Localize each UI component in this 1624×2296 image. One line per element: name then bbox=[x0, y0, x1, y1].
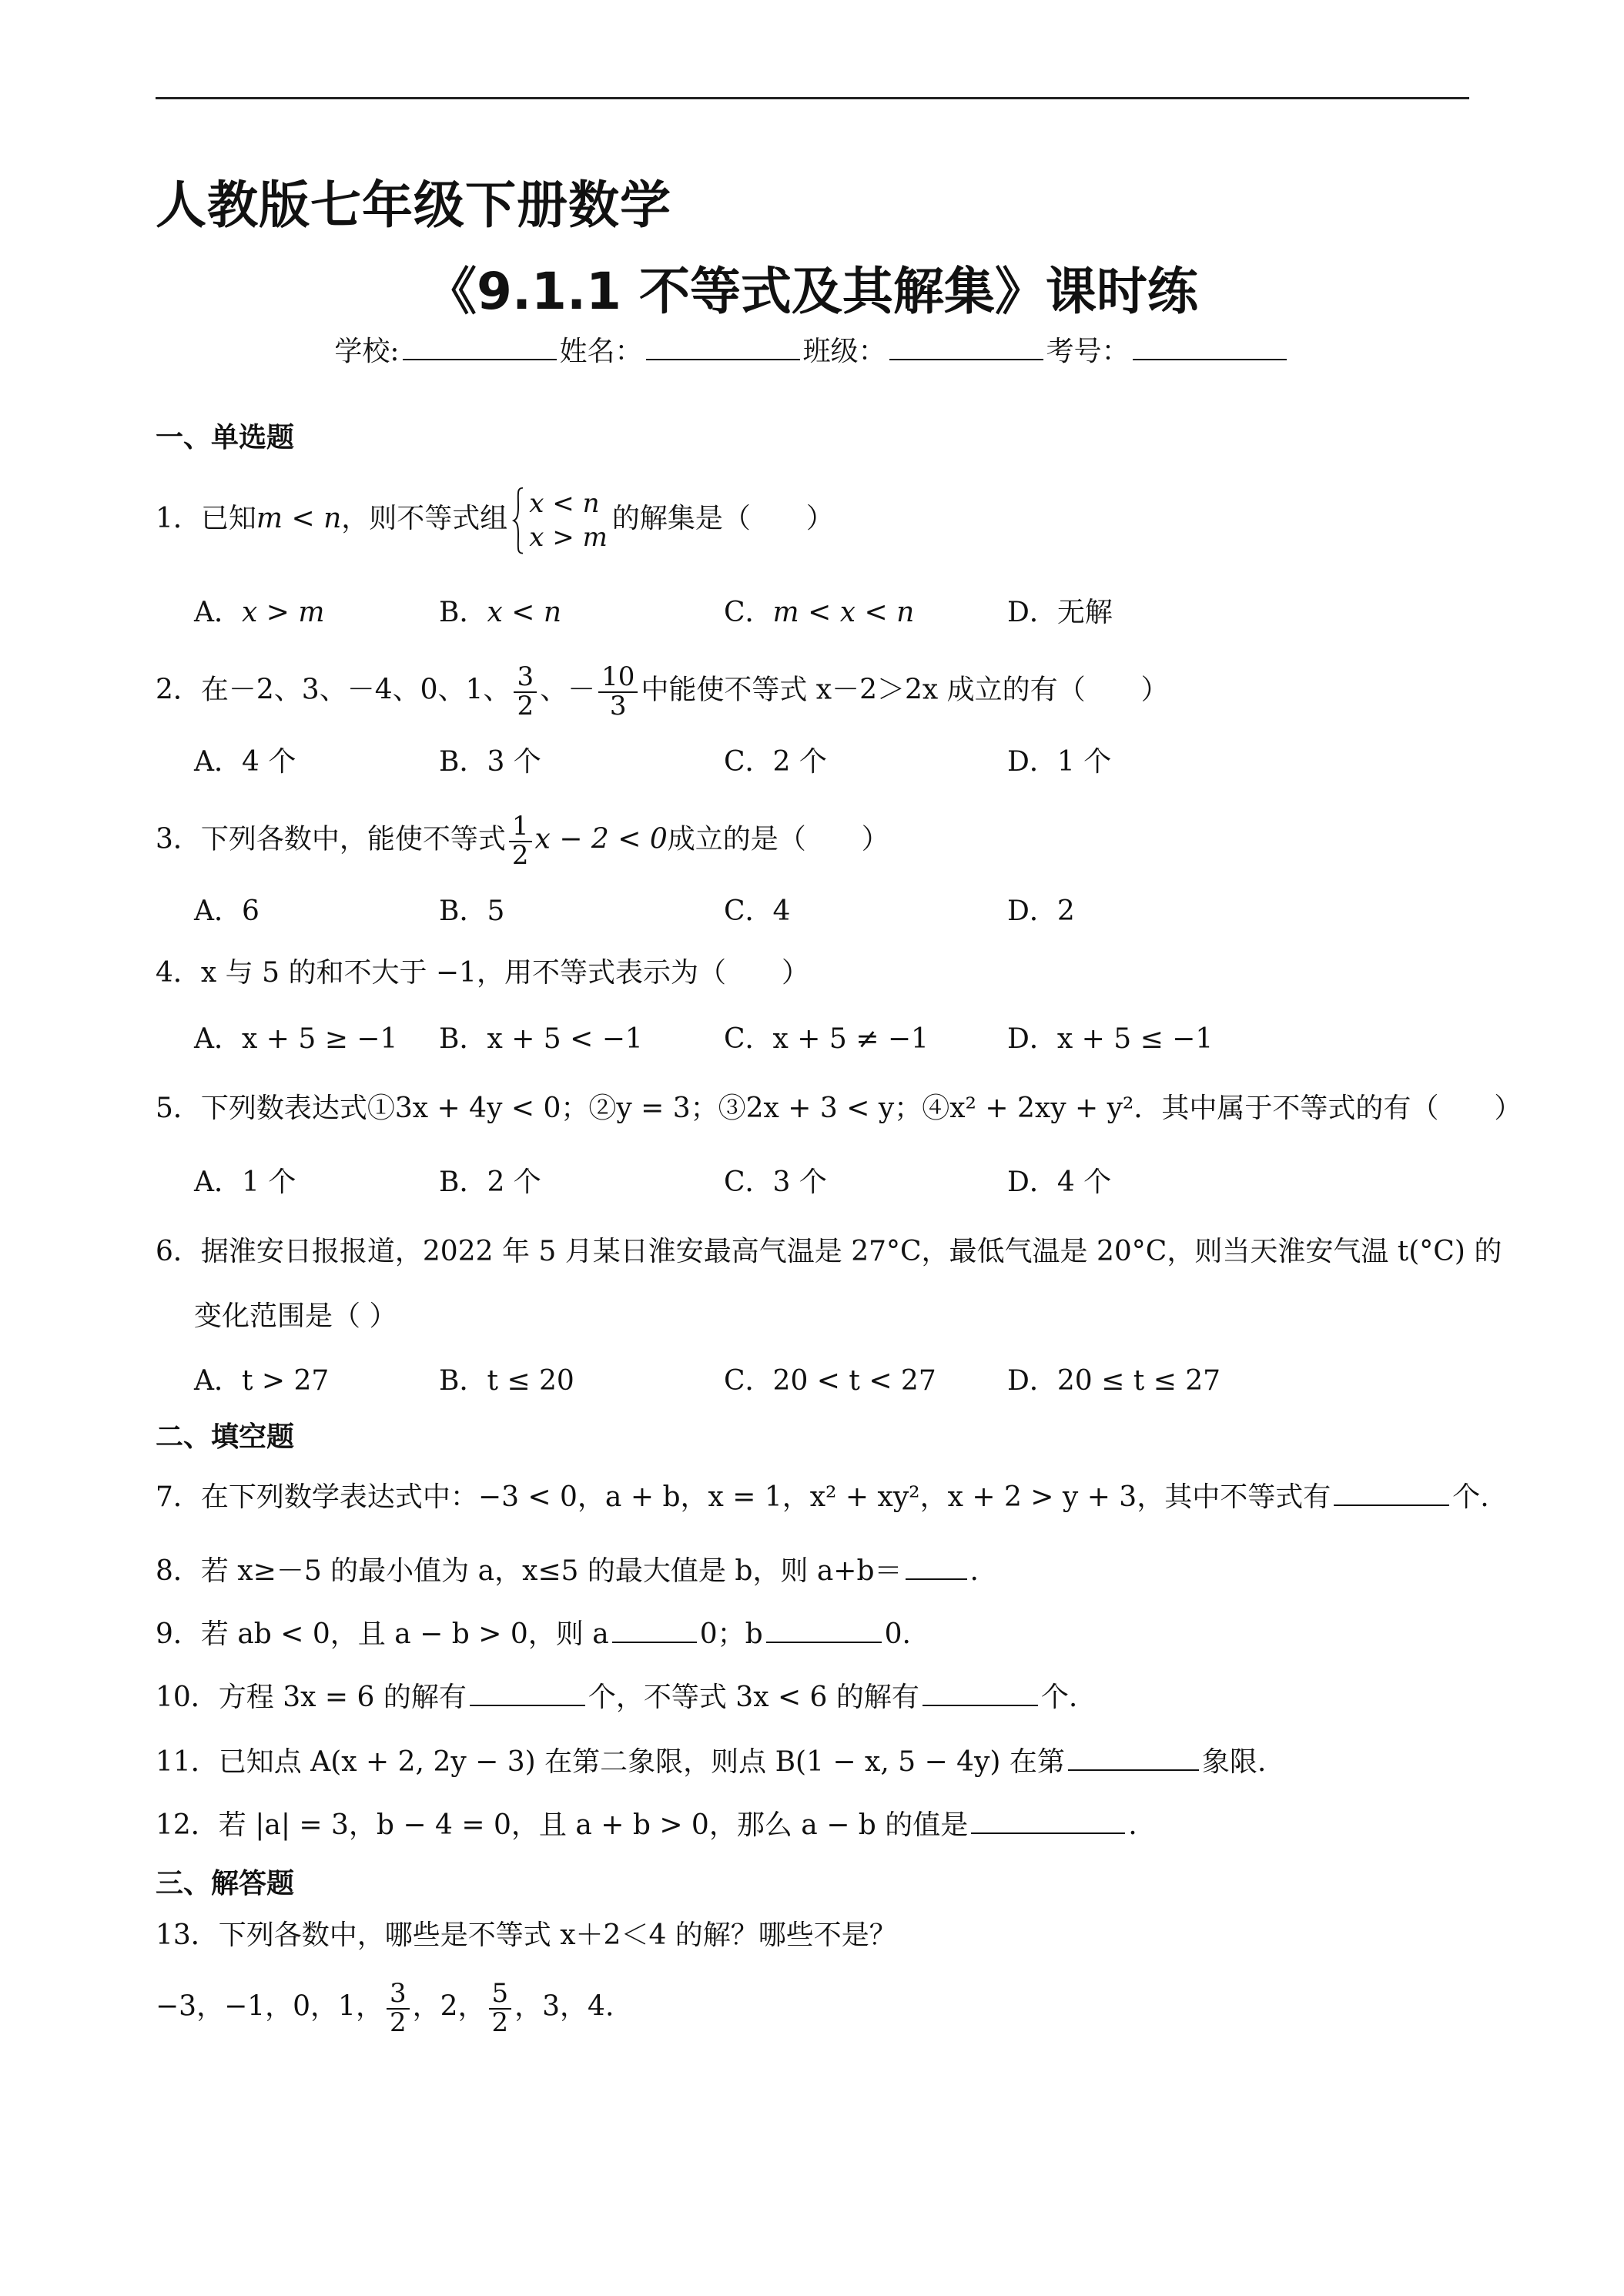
q7-text: 7．在下列数学表达式中：−3 < 0，a + b，x = 1，x² + xy²，x + 2 > y + 3，其中不等式有 bbox=[156, 1481, 1331, 1513]
question-1 bbox=[156, 487, 834, 554]
q7-answer-blank[interactable] bbox=[1334, 1478, 1449, 1506]
student-info-line bbox=[0, 330, 1624, 369]
question-2 bbox=[156, 661, 1169, 721]
question-3 bbox=[156, 813, 889, 869]
q9-text: 9．若 ab < 0，且 a − b > 0，则 a bbox=[156, 1618, 609, 1650]
lesson-title: 《9.1.1 不等式及其解集》课时练 bbox=[426, 262, 1198, 321]
question-13-numbers bbox=[156, 1980, 614, 2037]
name-label: 姓名： bbox=[559, 336, 643, 367]
option-letter: B． bbox=[439, 597, 487, 628]
question-9 bbox=[156, 1615, 911, 1653]
q10-text: 10．方程 3x = 6 的解有 bbox=[156, 1682, 467, 1713]
question-11 bbox=[156, 1743, 1266, 1781]
q3-suffix: 成立的是（ ） bbox=[667, 823, 889, 855]
brace-icon bbox=[512, 487, 524, 554]
q10-answer-blank-a[interactable] bbox=[470, 1678, 585, 1706]
question-12 bbox=[156, 1806, 1137, 1844]
q2-prefix: 2．在－2、3、－4、0、1、 bbox=[156, 674, 511, 706]
q1-system-row-2: x > m bbox=[529, 522, 608, 554]
option-letter: A． bbox=[194, 597, 242, 628]
q13-numbers-part-1: −3，−1，0，1， bbox=[156, 1990, 383, 2023]
section-problems: 三、解答题 bbox=[156, 1868, 295, 1899]
question-6-line-2: 变化范围是（ ） bbox=[194, 1300, 397, 1332]
q2-fraction-1 bbox=[514, 661, 537, 721]
q9-answer-blank-a[interactable] bbox=[612, 1615, 697, 1643]
denominator: 2 bbox=[389, 2006, 407, 2038]
q9-end: 0. bbox=[884, 1618, 911, 1650]
q2-option-b[interactable]: B．3 个 bbox=[439, 746, 541, 778]
q1-prefix: 1．已知 bbox=[156, 503, 256, 535]
q1-option-d[interactable]: D．无解 bbox=[1007, 597, 1113, 628]
q13-numbers-part-2: ，2， bbox=[412, 1990, 486, 2023]
q5-option-b[interactable]: B．2 个 bbox=[439, 1166, 541, 1198]
exam-no-label: 考号： bbox=[1046, 336, 1130, 367]
q5-option-c[interactable]: C．3 个 bbox=[724, 1166, 827, 1198]
header-rule bbox=[156, 97, 1469, 99]
question-10 bbox=[156, 1678, 1077, 1716]
q4-option-d[interactable]: D．x + 5 ≤ −1 bbox=[1007, 1023, 1214, 1055]
numerator: 3 bbox=[387, 1980, 410, 2010]
q13-numbers-part-3: ，3，4. bbox=[514, 1990, 614, 2023]
q4-option-a[interactable]: A．x + 5 ≥ −1 bbox=[194, 1023, 398, 1055]
q12-end: . bbox=[1128, 1809, 1137, 1841]
q8-text: 8．若 x≥－5 的最小值为 a，x≤5 的最大值是 b，则 a+b＝ bbox=[156, 1555, 902, 1587]
question-6-line-1: 6．据淮安日报报道，2022 年 5 月某日淮安最高气温是 27°C，最低气温是 20°C，则当天淮安气温 t(°C) 的 bbox=[156, 1236, 1502, 1267]
q2-option-a[interactable]: A．4 个 bbox=[194, 746, 296, 778]
book-title: 人教版七年级下册数学 bbox=[156, 176, 671, 235]
numerator: 1 bbox=[509, 813, 532, 842]
denominator: 2 bbox=[491, 2006, 509, 2038]
option-letter: C． bbox=[724, 597, 773, 628]
q9-mid: 0；b bbox=[699, 1618, 763, 1650]
q3-prefix: 3．下列各数中，能使不等式 bbox=[156, 823, 506, 855]
question-8 bbox=[156, 1552, 979, 1590]
q1-mid: ，则不等式组 bbox=[341, 503, 508, 535]
name-blank[interactable] bbox=[646, 333, 800, 360]
option-value: x < n bbox=[487, 597, 562, 628]
q1-system-row-1: x < n bbox=[529, 488, 600, 519]
option-value: x > m bbox=[242, 597, 325, 628]
q6-option-a[interactable]: A．t > 27 bbox=[194, 1365, 330, 1397]
school-blank[interactable] bbox=[403, 333, 557, 360]
q11-end: 象限. bbox=[1201, 1746, 1267, 1778]
q1-option-c[interactable] bbox=[724, 594, 914, 631]
class-blank[interactable] bbox=[889, 333, 1043, 360]
q12-text: 12．若 |a| = 3，b − 4 = 0，且 a + b > 0，那么 a − b 的值是 bbox=[156, 1809, 969, 1841]
denominator: 3 bbox=[609, 690, 627, 721]
q3-option-d[interactable]: D．2 bbox=[1007, 895, 1075, 927]
numerator: 5 bbox=[489, 1980, 512, 2010]
q13-fraction-2 bbox=[489, 1980, 512, 2037]
question-13: 13．下列各数中，哪些是不等式 x＋2＜4 的解？哪些不是？ bbox=[156, 1919, 897, 1951]
denominator: 2 bbox=[511, 839, 529, 871]
q3-option-c[interactable]: C．4 bbox=[724, 895, 791, 927]
q2-option-c[interactable]: C．2 个 bbox=[724, 746, 827, 778]
q3-option-a[interactable]: A．6 bbox=[194, 895, 260, 927]
question-4: 4．x 与 5 的和不大于 −1，用不等式表示为（ ） bbox=[156, 957, 809, 989]
q7-end: 个. bbox=[1452, 1481, 1489, 1513]
q3-option-b[interactable]: B．5 bbox=[439, 895, 505, 927]
q6-option-c[interactable]: C．20 < t < 27 bbox=[724, 1365, 936, 1397]
class-label: 班级： bbox=[802, 336, 886, 367]
q10-mid: 个，不等式 3x < 6 的解有 bbox=[588, 1682, 919, 1713]
q8-end: . bbox=[969, 1555, 979, 1587]
denominator: 2 bbox=[517, 690, 534, 721]
numerator: 10 bbox=[598, 664, 638, 693]
q2-fraction-2 bbox=[598, 661, 638, 721]
section-single-choice: 一、单选题 bbox=[156, 422, 295, 454]
option-value: m < x < n bbox=[772, 597, 915, 628]
q6-option-d[interactable]: D．20 ≤ t ≤ 27 bbox=[1007, 1365, 1221, 1397]
q1-option-b[interactable] bbox=[439, 594, 561, 631]
q2-option-d[interactable]: D．1 个 bbox=[1007, 746, 1112, 778]
q11-answer-blank[interactable] bbox=[1068, 1743, 1199, 1771]
q8-answer-blank[interactable] bbox=[906, 1552, 967, 1580]
q5-option-d[interactable]: D．4 个 bbox=[1007, 1166, 1112, 1198]
q1-condition: m < n bbox=[256, 503, 342, 535]
q4-option-c[interactable]: C．x + 5 ≠ −1 bbox=[724, 1023, 929, 1055]
question-7 bbox=[156, 1478, 1489, 1516]
q2-suffix: 中能使不等式 x－2＞2x 成立的有（ ） bbox=[641, 674, 1169, 706]
q1-inequality-system bbox=[512, 487, 608, 554]
numerator: 3 bbox=[514, 664, 537, 693]
q2-separator: 、－ bbox=[540, 674, 596, 706]
q1-option-a[interactable] bbox=[194, 594, 325, 631]
q12-answer-blank[interactable] bbox=[971, 1806, 1125, 1834]
school-label: 学校: bbox=[334, 336, 400, 367]
q6-option-b[interactable]: B．t ≤ 20 bbox=[439, 1365, 574, 1397]
section-fill-in: 二、填空题 bbox=[156, 1421, 295, 1453]
q9-answer-blank-b[interactable] bbox=[766, 1615, 882, 1643]
q10-end: 个. bbox=[1040, 1682, 1078, 1713]
q13-fraction-1 bbox=[387, 1980, 410, 2037]
q11-text: 11．已知点 A(x + 2, 2y − 3) 在第二象限，则点 B(1 − x, 5 − 4y) 在第 bbox=[156, 1746, 1065, 1778]
question-5: 5．下列数表达式①3x + 4y < 0；②y = 3；③2x + 3 < y；④x² + 2xy + y²．其中属于不等式的有（ ） bbox=[156, 1093, 1522, 1124]
q3-expression: x − 2 < 0 bbox=[534, 823, 668, 855]
q1-suffix: 的解集是（ ） bbox=[611, 503, 834, 535]
exam-no-blank[interactable] bbox=[1133, 333, 1287, 360]
q4-option-b[interactable]: B．x + 5 < −1 bbox=[439, 1023, 643, 1055]
q3-fraction bbox=[509, 813, 532, 869]
q5-option-a[interactable]: A．1 个 bbox=[194, 1166, 296, 1198]
q10-answer-blank-b[interactable] bbox=[922, 1678, 1038, 1706]
